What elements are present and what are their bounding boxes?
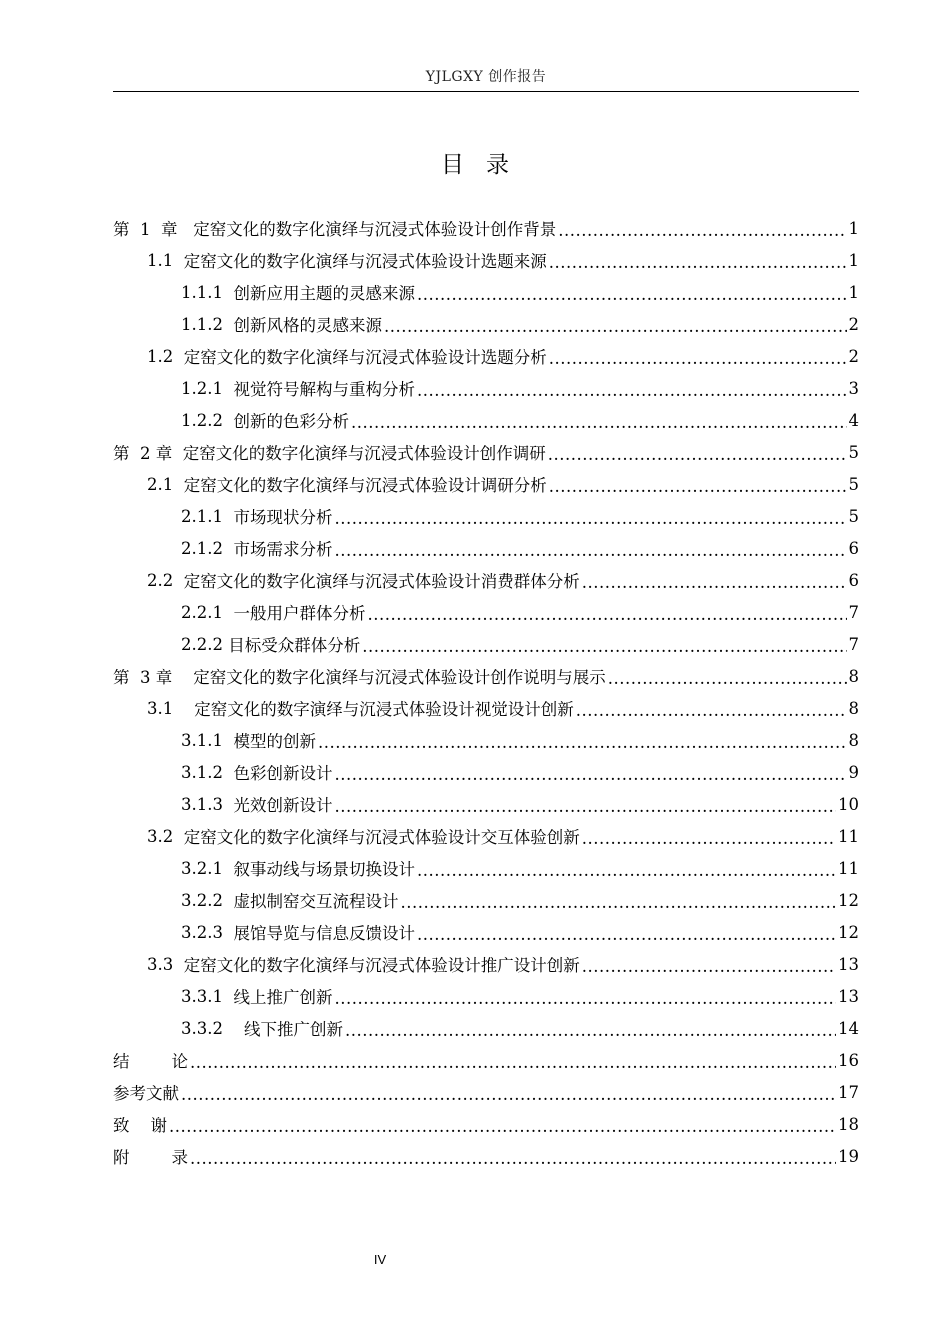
toc-entry-page: 19 bbox=[838, 1146, 859, 1166]
toc-entry-title: 创新的色彩分析 bbox=[233, 412, 349, 431]
toc-entry-number: 1.2 bbox=[147, 346, 174, 366]
toc-entry[interactable] bbox=[113, 820, 859, 852]
toc-entry-page: 13 bbox=[838, 954, 859, 974]
toc-entry-gap bbox=[223, 795, 234, 814]
toc-dot-leader bbox=[576, 701, 847, 720]
toc-entry[interactable] bbox=[113, 500, 859, 532]
toc-dot-leader bbox=[400, 893, 836, 912]
toc-entry-title: 视觉符号解构与重构分析 bbox=[233, 380, 415, 399]
toc-entry-page: 5 bbox=[848, 442, 859, 462]
toc-entry-number: 2.1 bbox=[147, 474, 174, 494]
toc-entry-title: 定窑文化的数字化演绎与沉浸式体验设计交互体验创新 bbox=[183, 828, 580, 847]
toc-dot-leader bbox=[417, 285, 847, 304]
toc-entry-number: 3.3.2 bbox=[181, 1018, 223, 1038]
toc-entry[interactable] bbox=[113, 628, 859, 660]
toc-entry[interactable] bbox=[113, 724, 859, 756]
toc-entry-title: 定窑文化的数字化演绎与沉浸式体验设计选题分析 bbox=[183, 348, 547, 367]
toc-entry-title: 展馆导览与信息反馈设计 bbox=[233, 924, 415, 943]
toc-dot-leader bbox=[181, 1085, 836, 1104]
toc-entry-gap bbox=[173, 699, 194, 718]
toc-entry[interactable] bbox=[113, 404, 859, 436]
toc-dot-leader bbox=[549, 477, 847, 496]
toc-entry-gap bbox=[130, 1051, 172, 1070]
toc-entry-number: 3.2 bbox=[147, 826, 174, 846]
toc-entry-gap bbox=[177, 219, 193, 238]
toc-entry-page: 8 bbox=[848, 698, 859, 718]
toc-entry-gap bbox=[223, 859, 234, 878]
toc-entry[interactable] bbox=[113, 276, 859, 308]
toc-entry-number: 1.1.2 bbox=[181, 314, 223, 334]
toc-entry-page: 8 bbox=[848, 666, 859, 686]
toc-dot-leader bbox=[417, 381, 847, 400]
toc-dot-leader bbox=[558, 221, 846, 240]
toc-dot-leader bbox=[417, 925, 836, 944]
toc-entry-gap bbox=[223, 987, 234, 1006]
toc-entry-number: 3.1.2 bbox=[181, 762, 223, 782]
toc-dot-leader bbox=[582, 957, 836, 976]
toc-entry-gap bbox=[223, 1019, 244, 1038]
toc-entry-page: 8 bbox=[848, 730, 859, 750]
toc-entry-page: 18 bbox=[838, 1114, 859, 1134]
toc-entry[interactable] bbox=[113, 244, 859, 276]
toc-dot-leader bbox=[334, 765, 846, 784]
toc-entry-gap bbox=[173, 347, 184, 366]
toc-entry-number: 3.1 bbox=[147, 698, 174, 718]
toc-entry-page: 12 bbox=[838, 922, 859, 942]
toc-entry-page: 11 bbox=[838, 858, 859, 878]
toc-entry-page: 5 bbox=[848, 474, 859, 494]
toc-entry-title: 市场现状分析 bbox=[233, 508, 333, 527]
toc-entry-page: 4 bbox=[848, 410, 859, 430]
toc-entry-page: 6 bbox=[848, 570, 859, 590]
toc-entry[interactable] bbox=[113, 1076, 859, 1108]
toc-entry[interactable] bbox=[113, 308, 859, 340]
toc-entry-number: 2.2.1 bbox=[181, 602, 223, 622]
toc-entry[interactable] bbox=[113, 1044, 859, 1076]
toc-entry-number: 3.2.2 bbox=[181, 890, 223, 910]
toc-entry[interactable] bbox=[113, 1108, 859, 1140]
toc-entry-number: 3.3 bbox=[147, 954, 174, 974]
toc-entry-number: 3.2.3 bbox=[181, 922, 223, 942]
toc-dot-leader bbox=[582, 829, 836, 848]
toc-entry-title: 定窑文化的数字化演绎与沉浸式体验设计消费群体分析 bbox=[183, 572, 580, 591]
running-header: YJLGXY 创作报告 bbox=[425, 69, 547, 85]
toc-entry-page: 11 bbox=[838, 826, 859, 846]
toc-entry-gap bbox=[223, 283, 234, 302]
toc-dot-leader bbox=[384, 317, 847, 336]
toc-entry[interactable] bbox=[113, 884, 859, 916]
toc-dot-leader bbox=[548, 445, 847, 464]
toc-entry-title: 线上推广创新 bbox=[233, 988, 333, 1007]
toc-dot-leader bbox=[351, 413, 847, 432]
toc-entry-title: 定窑文化的数字化演绎与沉浸式体验设计选题来源 bbox=[183, 252, 547, 271]
toc-entry-title: 色彩创新设计 bbox=[233, 764, 333, 783]
toc-entry[interactable] bbox=[113, 916, 859, 948]
toc-entry[interactable] bbox=[113, 532, 859, 564]
toc-dot-leader bbox=[334, 509, 846, 528]
toc-entry-number: 2.1.2 bbox=[181, 538, 223, 558]
toc-title: 目录 bbox=[441, 152, 531, 178]
toc-entry-title: 创新风格的灵感来源 bbox=[233, 316, 382, 335]
toc-entry-page: 2 bbox=[848, 346, 859, 366]
toc-entry-number: 1.2.1 bbox=[181, 378, 223, 398]
toc-entry-number: 3.2.1 bbox=[181, 858, 223, 878]
toc-entry-number: 1.2.2 bbox=[181, 410, 223, 430]
toc-entry-number: 3.3.1 bbox=[181, 986, 223, 1006]
toc-dot-leader bbox=[169, 1117, 836, 1136]
toc-entry[interactable] bbox=[113, 436, 859, 468]
toc-dot-leader bbox=[367, 605, 846, 624]
toc-dot-leader bbox=[549, 349, 847, 368]
toc-entry-gap bbox=[130, 1147, 172, 1166]
toc-entry-title: 定窑文化的数字化演绎与沉浸式体验设计创作说明与展示 bbox=[193, 668, 606, 687]
toc-entry[interactable] bbox=[113, 372, 859, 404]
toc-entry-gap bbox=[223, 539, 234, 558]
toc-entry-number: 1.1 bbox=[147, 250, 174, 270]
toc-entry-number: 2.2.2 bbox=[181, 634, 223, 654]
toc-entry-page: 6 bbox=[848, 538, 859, 558]
toc-entry[interactable] bbox=[113, 980, 859, 1012]
toc-entry-title: 定窑文化的数字化演绎与沉浸式体验设计推广设计创新 bbox=[183, 956, 580, 975]
toc-dot-leader bbox=[362, 637, 846, 656]
toc-entry-gap bbox=[173, 251, 184, 270]
toc-entry[interactable] bbox=[113, 212, 859, 244]
toc-entry[interactable] bbox=[113, 788, 859, 820]
toc-entry-gap bbox=[173, 571, 184, 590]
toc-entry[interactable] bbox=[113, 596, 859, 628]
toc-entry-gap bbox=[173, 827, 184, 846]
toc-entry-title: 光效创新设计 bbox=[233, 796, 333, 815]
toc-dot-leader bbox=[417, 861, 836, 880]
toc-entry-title: 虚拟制窑交互流程设计 bbox=[233, 892, 399, 911]
toc-entry-number: 参考文献 bbox=[113, 1084, 179, 1103]
toc-entry[interactable] bbox=[113, 852, 859, 884]
toc-entry-title: 一般用户群体分析 bbox=[233, 604, 366, 623]
toc-entry-page: 10 bbox=[838, 794, 859, 814]
toc-entry-page: 13 bbox=[838, 986, 859, 1006]
toc-entry-gap bbox=[172, 667, 193, 686]
toc-entry-page: 1 bbox=[848, 250, 859, 270]
toc-entry-number: 3.1.3 bbox=[181, 794, 223, 814]
toc-entry-title: 定窑文化的数字演绎与沉浸式体验设计视觉设计创新 bbox=[194, 700, 574, 719]
toc-dot-leader bbox=[334, 797, 836, 816]
toc-dot-leader bbox=[334, 989, 836, 1008]
header-rule bbox=[113, 91, 859, 92]
toc-entry-gap bbox=[223, 763, 234, 782]
toc-entry-page: 2 bbox=[848, 314, 859, 334]
toc-entry-gap bbox=[172, 443, 183, 462]
toc-dot-leader bbox=[190, 1149, 836, 1168]
toc-entry-page: 7 bbox=[848, 634, 859, 654]
toc-entry-title: 目标受众群体分析 bbox=[228, 636, 361, 655]
toc-entry-gap bbox=[173, 475, 184, 494]
toc-entry[interactable] bbox=[113, 660, 859, 692]
toc-entry-page: 3 bbox=[848, 378, 859, 398]
toc-entry-gap bbox=[173, 955, 184, 974]
toc-entry[interactable] bbox=[113, 948, 859, 980]
toc-entry-page: 7 bbox=[848, 602, 859, 622]
toc-entry-number: 2.1.1 bbox=[181, 506, 223, 526]
toc-entry-number: 第 2 章 bbox=[113, 444, 173, 463]
toc-entry-title: 创新应用主题的灵感来源 bbox=[233, 284, 415, 303]
toc-entry-gap bbox=[223, 379, 234, 398]
toc-dot-leader bbox=[582, 573, 847, 592]
toc-entry-number: 2.2 bbox=[147, 570, 174, 590]
toc-entry-gap bbox=[223, 411, 234, 430]
toc-entry[interactable] bbox=[113, 1140, 859, 1172]
toc-dot-leader bbox=[608, 669, 847, 688]
toc-entry-title: 叙事动线与场景切换设计 bbox=[233, 860, 415, 879]
toc-entry-gap bbox=[223, 507, 234, 526]
toc-entry-number: 3.1.1 bbox=[181, 730, 223, 750]
toc-entry-number: 第 1 章 bbox=[113, 220, 178, 239]
toc-entry-title: 定窑文化的数字化演绎与沉浸式体验设计创作背景 bbox=[193, 220, 557, 239]
toc-entry-page: 14 bbox=[838, 1018, 859, 1038]
toc-entry-number: 附 bbox=[113, 1148, 130, 1167]
toc-entry-title: 论 bbox=[171, 1052, 188, 1071]
toc-entry-page: 12 bbox=[838, 890, 859, 910]
toc-entry-page: 5 bbox=[848, 506, 859, 526]
toc-entry[interactable] bbox=[113, 692, 859, 724]
toc-entry-title: 线下推广创新 bbox=[243, 1020, 343, 1039]
toc-entry[interactable] bbox=[113, 340, 859, 372]
toc-entry[interactable] bbox=[113, 756, 859, 788]
toc-entry-title: 市场需求分析 bbox=[233, 540, 333, 559]
toc-entry-number: 致 bbox=[113, 1116, 130, 1135]
toc-entry-title: 定窑文化的数字化演绎与沉浸式体验设计创作调研 bbox=[182, 444, 546, 463]
toc-entry-title: 定窑文化的数字化演绎与沉浸式体验设计调研分析 bbox=[183, 476, 547, 495]
toc-entry-number: 第 3 章 bbox=[113, 668, 173, 687]
toc-entry-page: 9 bbox=[848, 762, 859, 782]
toc-entry-gap bbox=[223, 603, 234, 622]
toc-entry-gap bbox=[223, 923, 234, 942]
toc-entry-number: 1.1.1 bbox=[181, 282, 223, 302]
toc-entry[interactable] bbox=[113, 1012, 859, 1044]
toc-dot-leader bbox=[334, 541, 846, 560]
toc-entry-title: 模型的创新 bbox=[233, 732, 316, 751]
toc-dot-leader bbox=[190, 1053, 836, 1072]
toc-entry-page: 1 bbox=[848, 218, 859, 238]
toc-entry-gap bbox=[223, 315, 234, 334]
toc-dot-leader bbox=[345, 1021, 836, 1040]
table-of-contents bbox=[113, 212, 859, 1172]
toc-entry-number: 结 bbox=[113, 1052, 130, 1071]
toc-entry-gap bbox=[223, 891, 234, 910]
toc-entry[interactable] bbox=[113, 468, 859, 500]
toc-dot-leader bbox=[549, 253, 847, 272]
toc-entry-page: 16 bbox=[838, 1050, 859, 1070]
toc-entry-page: 17 bbox=[838, 1082, 859, 1102]
toc-entry-title: 录 bbox=[171, 1148, 188, 1167]
toc-entry-title: 谢 bbox=[150, 1116, 167, 1135]
toc-entry[interactable] bbox=[113, 564, 859, 596]
toc-entry-gap bbox=[223, 731, 234, 750]
page-number: IV bbox=[373, 1252, 387, 1267]
toc-entry-page: 1 bbox=[848, 282, 859, 302]
toc-entry-gap bbox=[130, 1115, 151, 1134]
toc-dot-leader bbox=[318, 733, 847, 752]
